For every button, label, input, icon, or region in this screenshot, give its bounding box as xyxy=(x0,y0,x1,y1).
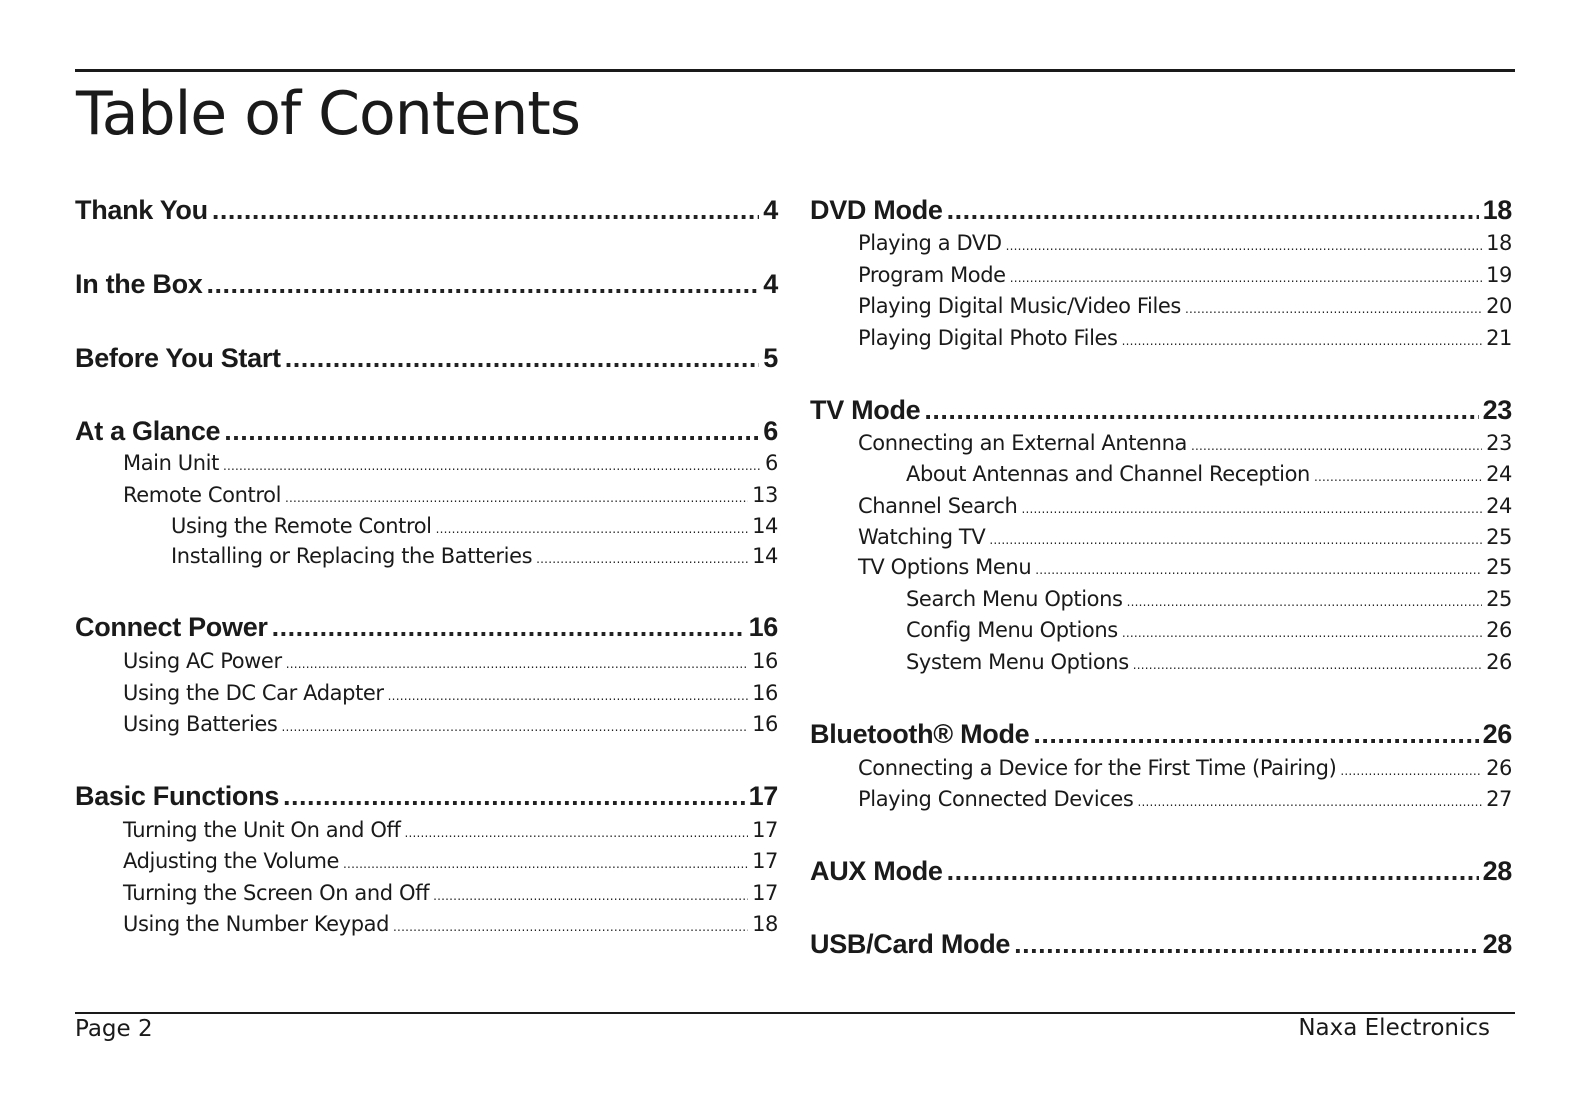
toc-entry[interactable] xyxy=(75,192,778,228)
toc-entry-label: Playing Connected Devices xyxy=(858,787,1134,811)
toc-entry-page: 16 xyxy=(752,681,778,705)
toc-entry-label: Search Menu Options xyxy=(906,587,1123,611)
toc-entry-label: Watching TV xyxy=(858,525,986,549)
toc-entry-page: 24 xyxy=(1486,494,1512,518)
toc-entry-page: 26 xyxy=(1486,618,1512,642)
toc-leader xyxy=(1314,463,1482,491)
toc-entry[interactable] xyxy=(123,481,778,509)
toc-leader xyxy=(281,713,748,741)
toc-leader xyxy=(1191,432,1482,460)
toc-entry-page: 18 xyxy=(1482,195,1512,225)
toc-leader xyxy=(286,650,748,678)
page-title: Table of Contents xyxy=(76,79,581,149)
toc-entry-page: 21 xyxy=(1486,326,1512,350)
toc-left-column xyxy=(75,0,778,1120)
toc-entry[interactable] xyxy=(123,679,778,707)
toc-entry-page: 25 xyxy=(1486,525,1512,549)
toc-entry-label: Remote Control xyxy=(123,483,282,507)
toc-leader xyxy=(947,192,1479,228)
page-number: Page 2 xyxy=(75,1016,153,1042)
toc-entry[interactable] xyxy=(171,512,778,540)
toc-entry-label: Turning the Unit On and Off xyxy=(123,818,401,842)
toc-entry-label: Channel Search xyxy=(858,494,1018,518)
toc-leader xyxy=(989,526,1482,554)
toc-entry-label: Playing a DVD xyxy=(858,231,1002,255)
toc-entry[interactable] xyxy=(906,460,1512,488)
toc-entry-page: 26 xyxy=(1486,650,1512,674)
toc-entry[interactable] xyxy=(123,910,778,938)
toc-entry-page: 14 xyxy=(752,544,778,568)
toc-entry-page: 26 xyxy=(1486,756,1512,780)
toc-entry[interactable] xyxy=(906,616,1512,644)
toc-leader xyxy=(1035,556,1482,584)
toc-entry-page: 4 xyxy=(763,195,778,225)
toc-leader xyxy=(272,609,745,645)
toc-entry-label: Turning the Screen On and Off xyxy=(123,881,430,905)
toc-entry-page: 17 xyxy=(752,881,778,905)
toc-entry-label: USB/Card Mode xyxy=(810,929,1011,959)
toc-leader xyxy=(1006,232,1482,260)
toc-leader xyxy=(947,853,1479,889)
toc-entry[interactable] xyxy=(171,542,778,570)
toc-entry[interactable] xyxy=(75,413,778,449)
toc-entry-page: 17 xyxy=(748,781,778,811)
toc-entry-label: Basic Functions xyxy=(75,781,280,811)
toc-entry[interactable] xyxy=(75,609,778,645)
toc-entry-label: In the Box xyxy=(75,269,203,299)
toc-entry-page: 24 xyxy=(1486,462,1512,486)
toc-entry-label: Using AC Power xyxy=(123,649,282,673)
toc-entry-page: 17 xyxy=(752,818,778,842)
toc-entry-page: 26 xyxy=(1482,719,1512,749)
toc-entry[interactable] xyxy=(810,853,1512,889)
toc-entry[interactable] xyxy=(75,266,778,302)
toc-entry[interactable] xyxy=(858,229,1512,257)
toc-entry-label: Program Mode xyxy=(858,263,1006,287)
toc-leader xyxy=(1137,788,1482,816)
toc-entry-page: 25 xyxy=(1486,587,1512,611)
toc-entry-label: Connecting an External Antenna xyxy=(858,431,1187,455)
toc-entry-page: 18 xyxy=(1486,231,1512,255)
toc-entry-page: 17 xyxy=(752,849,778,873)
toc-right-column xyxy=(810,0,1512,1120)
toc-entry[interactable] xyxy=(858,754,1512,782)
toc-leader xyxy=(1340,757,1482,785)
toc-entry-page: 28 xyxy=(1482,929,1512,959)
toc-entry-page: 13 xyxy=(752,483,778,507)
toc-leader xyxy=(1010,264,1482,292)
toc-leader xyxy=(283,778,745,814)
toc-entry-page: 4 xyxy=(763,269,778,299)
toc-entry-label: Connect Power xyxy=(75,612,268,642)
toc-entry[interactable] xyxy=(906,648,1512,676)
toc-entry[interactable] xyxy=(858,785,1512,813)
toc-entry-label: System Menu Options xyxy=(906,650,1129,674)
toc-entry-label: Config Menu Options xyxy=(906,618,1118,642)
toc-entry-label: TV Options Menu xyxy=(858,555,1032,579)
toc-entry[interactable] xyxy=(123,816,778,844)
toc-entry-label: Adjusting the Volume xyxy=(123,849,340,873)
toc-entry[interactable] xyxy=(75,340,778,376)
toc-leader xyxy=(1133,651,1482,679)
toc-leader xyxy=(223,452,761,480)
toc-entry[interactable] xyxy=(123,710,778,738)
toc-leader xyxy=(207,266,760,302)
toc-entry[interactable] xyxy=(810,392,1512,428)
toc-leader xyxy=(1122,619,1482,647)
toc-entry[interactable] xyxy=(858,492,1512,520)
toc-entry-page: 6 xyxy=(763,416,778,446)
toc-leader xyxy=(404,819,748,847)
toc-entry-page: 6 xyxy=(765,451,778,475)
toc-entry-label: Bluetooth® Mode xyxy=(810,719,1030,749)
toc-leader xyxy=(285,484,748,512)
toc-leader xyxy=(436,515,748,543)
toc-entry-page: 16 xyxy=(752,712,778,736)
toc-leader xyxy=(285,340,760,376)
toc-leader xyxy=(1014,926,1478,962)
toc-entry-label: Playing Digital Music/Video Files xyxy=(858,294,1181,318)
toc-leader xyxy=(388,682,748,710)
toc-entry-page: 16 xyxy=(748,612,778,642)
toc-entry-label: Main Unit xyxy=(123,451,219,475)
toc-entry[interactable] xyxy=(858,292,1512,320)
toc-entry[interactable] xyxy=(858,324,1512,352)
toc-entry-page: 18 xyxy=(752,912,778,936)
toc-entry-label: Thank You xyxy=(75,195,208,225)
toc-leader xyxy=(1033,716,1478,752)
toc-entry[interactable] xyxy=(858,523,1512,551)
toc-entry[interactable] xyxy=(858,429,1512,457)
toc-leader xyxy=(393,913,748,941)
toc-entry-label: Using the DC Car Adapter xyxy=(123,681,384,705)
toc-entry-label: Playing Digital Photo Files xyxy=(858,326,1118,350)
toc-entry-page: 27 xyxy=(1486,787,1512,811)
toc-entry-label: At a Glance xyxy=(75,416,221,446)
toc-entry-page: 14 xyxy=(752,514,778,538)
toc-leader xyxy=(343,850,748,878)
toc-entry-page: 5 xyxy=(763,343,778,373)
publisher-name: Naxa Electronics xyxy=(1298,1015,1490,1041)
toc-entry-label: Before You Start xyxy=(75,343,281,373)
toc-entry-label: Connecting a Device for the First Time (Pairing) xyxy=(858,756,1337,780)
toc-entry[interactable] xyxy=(123,847,778,875)
toc-entry-label: About Antennas and Channel Reception xyxy=(906,462,1310,486)
toc-entry-page: 19 xyxy=(1486,263,1512,287)
toc-entry[interactable] xyxy=(810,716,1512,752)
toc-leader xyxy=(1122,327,1482,355)
toc-entry-page: 23 xyxy=(1482,395,1512,425)
toc-entry[interactable] xyxy=(858,261,1512,289)
toc-leader xyxy=(433,882,748,910)
toc-leader xyxy=(224,413,759,449)
toc-entry[interactable] xyxy=(810,192,1512,228)
toc-entry-page: 16 xyxy=(752,649,778,673)
toc-entry-label: Using the Remote Control xyxy=(171,514,432,538)
toc-leader xyxy=(1021,495,1482,523)
toc-entry-label: Using Batteries xyxy=(123,712,278,736)
toc-entry[interactable] xyxy=(858,553,1512,581)
toc-entry[interactable] xyxy=(810,926,1512,962)
toc-leader xyxy=(924,392,1478,428)
toc-entry[interactable] xyxy=(906,585,1512,613)
toc-entry[interactable] xyxy=(123,879,778,907)
toc-entry-label: AUX Mode xyxy=(810,856,943,886)
toc-leader xyxy=(536,545,748,573)
toc-entry[interactable] xyxy=(123,449,778,477)
toc-entry-page: 28 xyxy=(1482,856,1512,886)
toc-entry-page: 20 xyxy=(1486,294,1512,318)
toc-entry[interactable] xyxy=(123,647,778,675)
toc-entry-page: 23 xyxy=(1486,431,1512,455)
toc-leader xyxy=(1127,588,1482,616)
toc-entry-page: 25 xyxy=(1486,555,1512,579)
toc-entry-label: TV Mode xyxy=(810,395,921,425)
toc-leader xyxy=(1185,295,1482,323)
toc-entry-label: Using the Number Keypad xyxy=(123,912,390,936)
toc-entry-label: DVD Mode xyxy=(810,195,943,225)
toc-entry[interactable] xyxy=(75,778,778,814)
toc-leader xyxy=(212,192,759,228)
toc-entry-label: Installing or Replacing the Batteries xyxy=(171,544,533,568)
